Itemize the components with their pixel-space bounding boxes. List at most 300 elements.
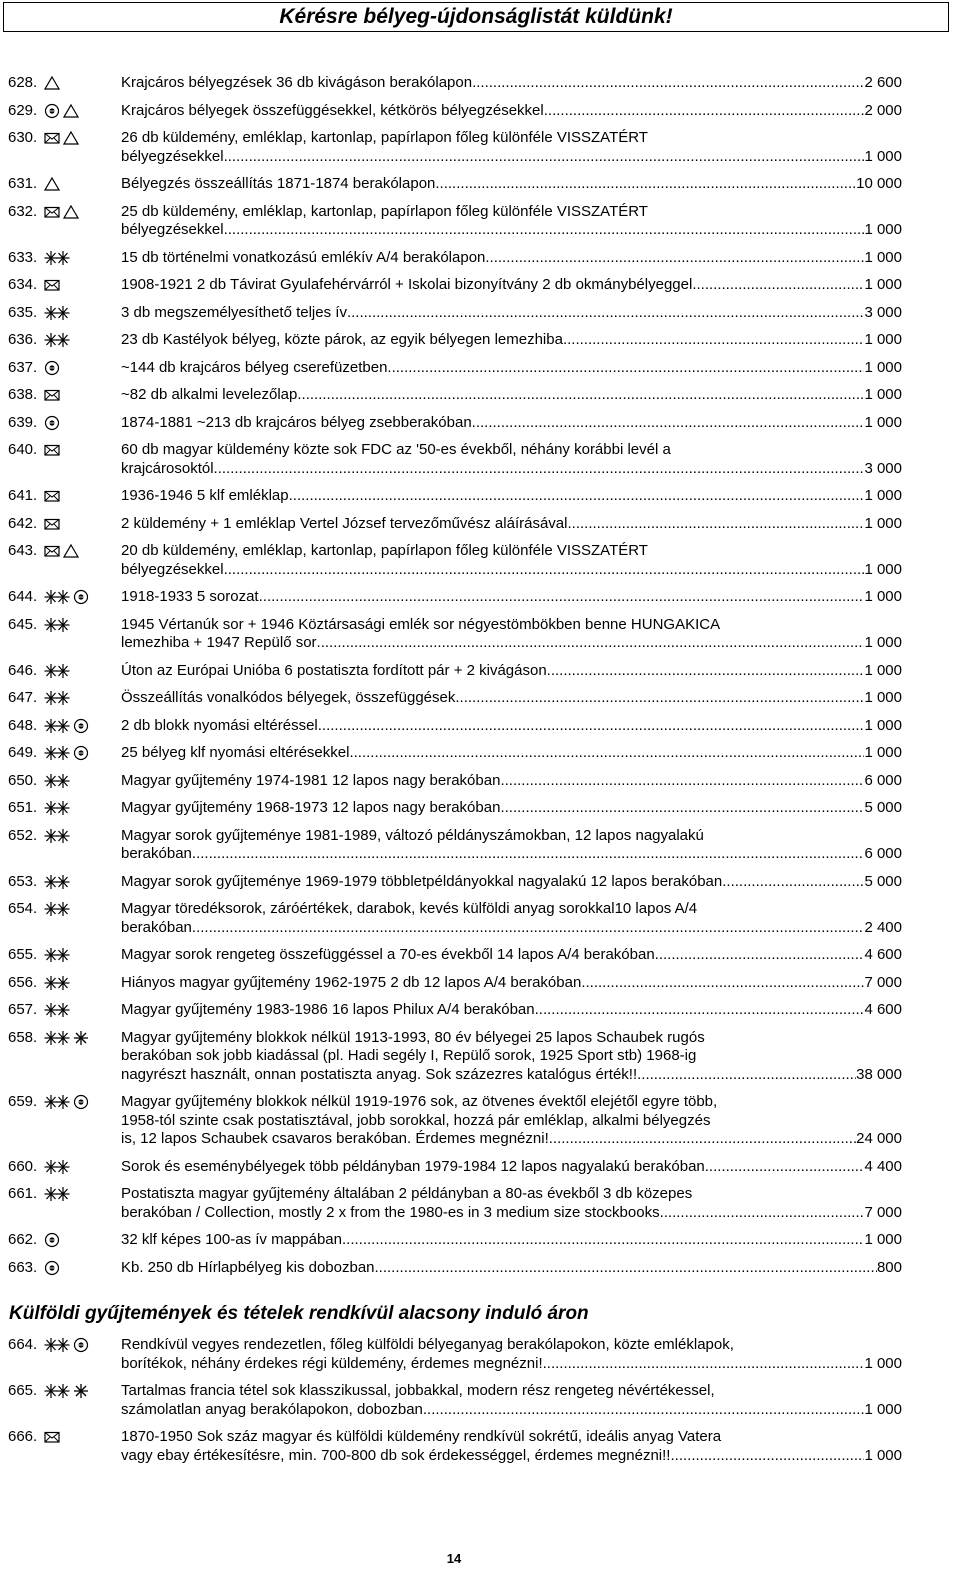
double-star-icon: [44, 773, 70, 789]
page-header: [3, 2, 949, 32]
triangle-icon: [44, 176, 60, 192]
lot-item: [8, 304, 902, 323]
double-star-icon: [44, 975, 70, 991]
lot-text: 2 db blokk nyomási eltéréssel: [121, 716, 318, 734]
lot-item: [8, 515, 902, 534]
lot-text: 1958-tól szinte csak postatisztával, jobb sorokkal, hozzá pár emléklap, alkalmi bélyegzés: [121, 1111, 711, 1129]
lot-number: 664.: [8, 1336, 38, 1353]
lot-price: 3 000: [864, 303, 902, 321]
lot-item: [8, 414, 902, 433]
lot-number: 633.: [8, 248, 38, 266]
lot-number: 666.: [8, 1428, 38, 1445]
triangle-icon: [44, 75, 60, 91]
lot-text: 25 db küldemény, emléklap, kartonlap, papírlapon főleg különféle VISSZATÉRT: [121, 202, 648, 220]
lot-icons: [44, 616, 120, 634]
circle-icon: [73, 718, 89, 734]
lot-description: [121, 588, 902, 607]
lot-price: 1 000: [864, 634, 902, 651]
lot-price: 1 000: [864, 588, 902, 605]
lot-icons: [44, 1185, 120, 1203]
double-star-icon: [44, 305, 70, 321]
lot-description: [121, 1185, 902, 1222]
dot-leader: [637, 1066, 856, 1085]
foreign-lot-list: [8, 1336, 902, 1474]
lot-description: [121, 515, 902, 534]
lot-icons: [44, 1382, 120, 1400]
envelope-icon: [44, 130, 60, 146]
lot-icons: [44, 331, 120, 349]
dot-leader: [705, 1158, 865, 1177]
double-star-icon: [44, 718, 70, 734]
lot-icons: [44, 689, 120, 707]
lot-price: 1 000: [864, 248, 902, 266]
lot-description: [121, 386, 902, 405]
lot-number: 653.: [8, 872, 38, 890]
dot-leader: [214, 460, 865, 479]
lot-number: 631.: [8, 175, 38, 192]
lot-description: [121, 1158, 902, 1177]
double-star-icon: [44, 1002, 70, 1018]
lot-number: 650.: [8, 771, 38, 789]
lot-description: [121, 359, 902, 378]
lot-item: [8, 900, 902, 937]
double-star-icon: [44, 1186, 70, 1202]
double-star-icon: [44, 1383, 70, 1399]
lot-price: 1 000: [864, 147, 902, 165]
lot-price: 1 000: [864, 331, 902, 348]
lot-description: [121, 203, 902, 240]
lot-text: lemezhiba + 1947 Repülő sor: [121, 634, 317, 651]
lot-text: Kb. 250 db Hírlapbélyeg kis dobozban: [121, 1258, 375, 1276]
lot-description: [121, 1259, 902, 1278]
dot-leader: [289, 487, 865, 506]
lot-item: [8, 772, 902, 791]
lot-price: 1 000: [864, 1446, 902, 1464]
lot-text: bélyegzésekkel: [121, 147, 224, 165]
lot-number: 656.: [8, 973, 38, 991]
double-star-icon: [44, 332, 70, 348]
lot-price: 1 000: [864, 661, 902, 679]
double-star-icon: [44, 250, 70, 266]
double-star-icon: [44, 828, 70, 844]
envelope-icon: [44, 488, 60, 504]
lot-item: [8, 175, 902, 194]
lot-item: [8, 946, 902, 965]
lot-text: 25 bélyeg klf nyomási eltérésekkel: [121, 744, 350, 761]
lot-text: Hiányos magyar gyűjtemény 1962-1975 2 db 12 lapos A/4 berakóban: [121, 973, 582, 991]
lot-text: számolatlan anyag berakólapokon, dobozban: [121, 1400, 423, 1418]
lot-item: [8, 276, 902, 295]
lot-price: 5 000: [864, 872, 902, 890]
envelope-icon: [44, 516, 60, 532]
envelope-icon: [44, 442, 60, 458]
lot-icons: [44, 974, 120, 992]
envelope-icon: [44, 1429, 60, 1445]
lot-number: 665.: [8, 1382, 38, 1399]
lot-text: Úton az Európai Unióba 6 postatiszta fordított pár + 2 kivágáson: [121, 661, 547, 679]
lot-text: krajcárosoktól: [121, 459, 214, 477]
lot-text: 23 db Kastélyok bélyeg, közte párok, az egyik bélyegen lemezhiba: [121, 331, 563, 348]
lot-number: 635.: [8, 303, 38, 321]
double-star-icon: [44, 1159, 70, 1175]
lot-text: 2 küldemény + 1 emléklap Vertel József tervezőművész aláírásával: [121, 514, 568, 532]
lot-text: ~144 db krajcáros bélyeg cserefüzetben: [121, 358, 388, 376]
lot-item: [8, 203, 902, 240]
lot-price: 1 000: [864, 1354, 902, 1372]
lot-price: 5 000: [864, 799, 902, 816]
circle-icon: [44, 360, 60, 376]
lot-price: 7 000: [864, 1203, 902, 1221]
lot-number: 663.: [8, 1258, 38, 1276]
lot-description: [121, 900, 902, 937]
lot-list: [8, 74, 902, 1286]
lot-description: [121, 946, 902, 965]
lot-number: 641.: [8, 487, 38, 504]
lot-number: 659.: [8, 1093, 38, 1110]
lot-icons: [44, 515, 120, 533]
lot-item: [8, 873, 902, 892]
envelope-icon: [44, 204, 60, 220]
dot-leader: [317, 634, 865, 653]
dot-leader: [318, 717, 865, 736]
dot-leader: [547, 662, 865, 681]
lot-text: 1945 Vértanúk sor + 1946 Köztársasági emlék sor négyestömbökben benne HUNGAKICA: [121, 615, 721, 633]
lot-text: bélyegzésekkel: [121, 560, 224, 578]
lot-number: 636.: [8, 331, 38, 348]
lot-icons: [44, 542, 120, 560]
lot-item: [8, 249, 902, 268]
lot-icons: [44, 102, 120, 120]
dot-leader: [224, 561, 865, 580]
lot-icons: [44, 946, 120, 964]
envelope-icon: [44, 387, 60, 403]
lot-price: 2 000: [864, 101, 902, 119]
lot-icons: [44, 827, 120, 845]
lot-text: 15 db történelmi vonatkozású emlékív A/4 berakólapon: [121, 248, 486, 266]
lot-description: [121, 974, 902, 993]
lot-text: Sorok és eseménybélyegek több példányban 1979-1984 12 lapos nagyalakú berakóban: [121, 1157, 705, 1175]
lot-icons: [44, 304, 120, 322]
section-title: Külföldi gyűjtemények és tételek rendkívül alacsony induló áron: [9, 1303, 589, 1324]
lot-price: 7 000: [864, 973, 902, 991]
lot-icons: [44, 1093, 120, 1111]
lot-text: Krajcáros bélyegzések 36 db kivágáson berakólapon: [121, 74, 473, 91]
lot-price: 38 000: [856, 1065, 902, 1083]
lot-price: 800: [876, 1258, 902, 1276]
lot-icons: [44, 1428, 120, 1446]
dot-leader: [455, 689, 864, 708]
lot-description: [121, 772, 902, 791]
dot-leader: [692, 276, 864, 295]
lot-price: 10 000: [856, 175, 902, 192]
lot-text: Magyar gyűjtemény 1968-1973 12 lapos nagy berakóban: [121, 799, 501, 816]
lot-price: 2 600: [864, 74, 902, 91]
lot-description: [121, 249, 902, 268]
lot-text: Összeállítás vonalkódos bélyegek, összefüggések: [121, 689, 456, 706]
dot-leader: [472, 414, 865, 433]
circle-icon: [73, 745, 89, 761]
lot-description: [121, 1029, 902, 1085]
lot-description: [121, 129, 902, 166]
lot-text: berakóban: [121, 845, 192, 862]
circle-icon: [44, 1260, 60, 1276]
lot-description: [121, 799, 902, 818]
lot-description: [121, 74, 902, 93]
lot-price: 4 600: [864, 946, 902, 963]
dot-leader: [485, 249, 864, 268]
lot-description: [121, 542, 902, 579]
lot-icons: [44, 203, 120, 221]
lot-text: 1936-1946 5 klf emléklap: [121, 487, 289, 504]
dot-leader: [349, 744, 864, 763]
lot-description: [121, 331, 902, 350]
double-star-icon: [44, 663, 70, 679]
lot-description: [121, 1001, 902, 1020]
lot-text: vagy ebay értékesítésre, min. 700-800 db sok érdekességgel, érdemes megnézni!!: [121, 1446, 671, 1464]
lot-description: [121, 276, 902, 295]
double-star-icon: [44, 901, 70, 917]
lot-price: 1 000: [864, 1400, 902, 1418]
lot-item: [8, 129, 902, 166]
dot-leader: [387, 359, 864, 378]
lot-number: 657.: [8, 1001, 38, 1018]
lot-number: 632.: [8, 202, 38, 220]
lot-description: [121, 1382, 902, 1419]
lot-number: 639.: [8, 413, 38, 431]
dot-leader: [342, 1231, 864, 1250]
lot-item: [8, 1336, 902, 1373]
lot-icons: [44, 900, 120, 918]
double-star-icon: [44, 800, 70, 816]
dot-leader: [224, 221, 865, 240]
dot-leader: [655, 946, 865, 965]
lot-item: [8, 1231, 902, 1250]
dot-leader: [423, 1401, 865, 1420]
dot-leader: [581, 974, 864, 993]
circle-icon: [44, 1232, 60, 1248]
lot-price: 1 000: [864, 221, 902, 238]
lot-description: [121, 1336, 902, 1373]
lot-icons: [44, 276, 120, 294]
lot-description: [121, 304, 902, 323]
lot-item: [8, 487, 902, 506]
lot-number: 629.: [8, 101, 38, 119]
dot-leader: [224, 148, 865, 167]
lot-description: [121, 744, 902, 763]
lot-item: [8, 1428, 902, 1465]
circle-icon: [73, 589, 89, 605]
lot-number: 630.: [8, 129, 38, 146]
lot-number: 638.: [8, 386, 38, 403]
triangle-icon: [63, 103, 79, 119]
dot-leader: [259, 588, 865, 607]
lot-description: [121, 102, 902, 121]
page-number: 14: [446, 1551, 462, 1566]
dot-leader: [375, 1259, 877, 1278]
lot-item: [8, 616, 902, 653]
lot-number: 651.: [8, 799, 38, 816]
lot-item: [8, 744, 902, 763]
lot-price: 1 000: [864, 413, 902, 431]
lot-description: [121, 717, 902, 736]
lot-text: Krajcáros bélyegek összefüggésekkel, kétkörös bélyegzésekkel: [121, 101, 544, 119]
lot-number: 646.: [8, 661, 38, 679]
lot-number: 644.: [8, 588, 38, 605]
lot-icons: [44, 1259, 120, 1277]
lot-item: [8, 588, 902, 607]
lot-text: Rendkívül vegyes rendezetlen, főleg külföldi bélyeganyag berakólapokon, közte emléklapok,: [121, 1336, 734, 1353]
lot-text: berakóban sok jobb kiadással (pl. Hadi segély I, Repülő sorok, 1925 Sport stb) 1968-ig: [121, 1047, 697, 1064]
dot-leader: [543, 1355, 865, 1374]
lot-price: 2 400: [864, 918, 902, 936]
triangle-icon: [63, 130, 79, 146]
lot-text: Magyar gyűjtemény 1974-1981 12 lapos nagy berakóban: [121, 771, 501, 789]
lot-text: berakóban: [121, 918, 192, 936]
lot-item: [8, 102, 902, 121]
lot-price: 1 000: [864, 689, 902, 706]
lot-text: Postatiszta magyar gyűjtemény általában 2 példányban a 80-as évekből 3 db közepes: [121, 1185, 693, 1202]
lot-item: [8, 1185, 902, 1222]
lot-icons: [44, 588, 120, 606]
lot-text: Magyar gyűjtemény blokkok nélkül 1919-1976 sok, az ötvenes évektől elejétől egyre több,: [121, 1093, 718, 1110]
lot-icons: [44, 873, 120, 891]
lot-icons: [44, 1231, 120, 1249]
double-star-icon: [44, 1337, 70, 1353]
lot-icons: [44, 386, 120, 404]
lot-price: 1 000: [864, 487, 902, 504]
lot-icons: [44, 717, 120, 735]
lot-price: 1 000: [864, 386, 902, 403]
dot-leader: [297, 386, 864, 405]
lot-number: 649.: [8, 744, 38, 761]
dot-leader: [567, 515, 864, 534]
lot-price: 1 000: [864, 1231, 902, 1248]
lot-description: [121, 873, 902, 892]
lot-number: 634.: [8, 276, 38, 293]
circle-icon: [44, 415, 60, 431]
lot-price: 1 000: [864, 744, 902, 761]
lot-text: 26 db küldemény, emléklap, kartonlap, papírlapon főleg különféle VISSZATÉRT: [121, 129, 648, 146]
lot-text: 32 klf képes 100-as ív mappában: [121, 1231, 342, 1248]
lot-description: [121, 616, 902, 653]
lot-item: [8, 74, 902, 93]
double-star-icon: [44, 1030, 70, 1046]
lot-icons: [44, 1158, 120, 1176]
lot-icons: [44, 1029, 120, 1047]
lot-description: [121, 662, 902, 681]
lot-price: 1 000: [864, 358, 902, 376]
lot-text: 20 db küldemény, emléklap, kartonlap, papírlapon főleg különféle VISSZATÉRT: [121, 542, 648, 559]
lot-number: 648.: [8, 716, 38, 734]
lot-description: [121, 1231, 902, 1250]
lot-icons: [44, 799, 120, 817]
lot-price: 3 000: [864, 459, 902, 477]
lot-icons: [44, 359, 120, 377]
dot-leader: [192, 845, 865, 864]
lot-item: [8, 386, 902, 405]
lot-number: 652.: [8, 826, 38, 844]
lot-text: berakóban / Collection, mostly 2 x from the 1980-es in 3 medium size stockbooks: [121, 1203, 660, 1221]
lot-description: [121, 414, 902, 433]
lot-icons: [44, 441, 120, 459]
lot-price: 4 400: [864, 1157, 902, 1175]
lot-text: 60 db magyar küldemény közte sok FDC az '50-es évekből, néhány korábbi levél a: [121, 441, 671, 458]
lot-number: 661.: [8, 1185, 38, 1202]
lot-item: [8, 717, 902, 736]
lot-description: [121, 487, 902, 506]
dot-leader: [544, 102, 865, 121]
lot-icons: [44, 744, 120, 762]
lot-number: 658.: [8, 1028, 38, 1046]
lot-item: [8, 1158, 902, 1177]
lot-icons: [44, 414, 120, 432]
lot-text: Magyar töredéksorok, záróértékek, darabok, kevés külföldi anyag sorokkal10 lapos A/4: [121, 900, 698, 917]
lot-number: 642.: [8, 514, 38, 532]
lot-number: 640.: [8, 441, 38, 458]
lot-icons: [44, 772, 120, 790]
lot-price: 1 000: [864, 560, 902, 578]
lot-item: [8, 827, 902, 864]
lot-item: [8, 331, 902, 350]
lot-text: 1908-1921 2 db Távirat Gyulafehérvárról + Iskolai bizonyítvány 2 db okmánybélyeggel: [121, 276, 693, 293]
lot-text: 1874-1881 ~213 db krajcáros bélyeg zsebberakóban: [121, 413, 472, 431]
dot-leader: [563, 331, 865, 350]
lot-number: 637.: [8, 358, 38, 376]
lot-number: 645.: [8, 615, 38, 633]
lot-text: 3 db megszemélyesíthető teljes ív: [121, 303, 347, 321]
lot-item: [8, 974, 902, 993]
lot-description: [121, 441, 902, 478]
double-star-icon: [44, 617, 70, 633]
lot-item: [8, 799, 902, 818]
double-star-icon: [44, 745, 70, 761]
dot-leader: [192, 919, 865, 938]
lot-icons: [44, 1336, 120, 1354]
lot-icons: [44, 662, 120, 680]
lot-number: 660.: [8, 1157, 38, 1175]
double-star-icon: [44, 1094, 70, 1110]
lot-icons: [44, 1001, 120, 1019]
lot-text: Magyar gyűjtemény 1983-1986 16 lapos Philux A/4 berakóban: [121, 1001, 535, 1018]
lot-text: Tartalmas francia tétel sok klasszikussal, jobbakkal, modern rész rengeteg névértékessel,: [121, 1382, 715, 1399]
lot-number: 655.: [8, 946, 38, 963]
circle-icon: [73, 1337, 89, 1353]
double-star-icon: [44, 690, 70, 706]
triangle-icon: [63, 204, 79, 220]
lot-description: [121, 1093, 902, 1149]
lot-description: [121, 827, 902, 864]
lot-text: Magyar sorok gyűjteménye 1981-1989, változó példányszámokban, 12 lapos nagyalakú: [121, 826, 704, 844]
lot-price: 1 000: [864, 716, 902, 734]
lot-text: Magyar gyűjtemény blokkok nélkül 1913-1993, 80 év bélyegei 25 lapos Schaubek rugós: [121, 1028, 705, 1046]
dot-leader: [500, 772, 864, 791]
lot-item: [8, 1259, 902, 1278]
dot-leader: [435, 175, 856, 194]
lot-price: 6 000: [864, 771, 902, 789]
header-title: Kérésre bélyeg-újdonságlistát küldünk!: [279, 5, 673, 28]
dot-leader: [549, 1130, 856, 1149]
lot-text: borítékok, néhány érdekes régi küldemény, érdemes megnézni!: [121, 1354, 543, 1372]
lot-price: 1 000: [864, 276, 902, 293]
lot-item: [8, 441, 902, 478]
lot-price: 4 600: [864, 1001, 902, 1018]
lot-number: 628.: [8, 74, 38, 91]
lot-text: 1918-1933 5 sorozat: [121, 588, 259, 605]
lot-price: 24 000: [856, 1130, 902, 1147]
dot-leader: [347, 304, 865, 323]
lot-icons: [44, 129, 120, 147]
lot-description: [121, 1428, 902, 1465]
